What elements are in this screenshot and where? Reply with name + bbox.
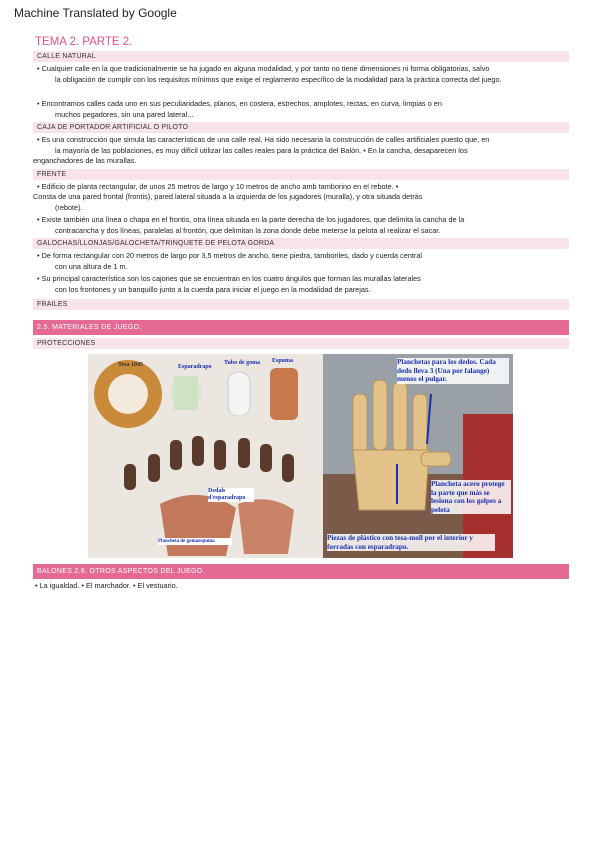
label-plancheta: Plancheta de gomaespuma bbox=[158, 538, 232, 545]
paragraph: • Cualquier calle en la que tradicionalmente se ha jugado en alguna modalidad, y por tanto no tiene dimensiones ni forma obligatorias, salvo bbox=[37, 64, 490, 73]
section-protecciones: PROTECCIONES bbox=[33, 338, 569, 349]
paragraph: muchos pegadores, sin una pared lateral... bbox=[55, 109, 194, 119]
section-caja-portador: CAJA DE PORTADOR ARTIFICIAL O PILOTO bbox=[33, 122, 569, 133]
paragraph: contracancha y dos líneas, paralelas al frontón, que delimitan la zona donde debe meterse la pelota al realizar el sacar. bbox=[55, 225, 441, 235]
page-title: TEMA 2. PARTE 2. bbox=[35, 36, 133, 48]
paragraph: • Encontramos calles cada uno en sus peculiaridades, planos, en costera, estrechos, amplotes, rectas, en curva, limpias o en bbox=[37, 99, 442, 108]
section-balones: BALONES 2.6. OTROS ASPECTOS DEL JUEGO. bbox=[33, 564, 569, 579]
paragraph: con una altura de 1 m. bbox=[55, 261, 128, 271]
hand-protection-photo bbox=[323, 354, 513, 558]
protections-photos bbox=[33, 354, 569, 560]
machine-translated-banner: Machine Translated by Google bbox=[14, 6, 177, 20]
label-espuma: Espuma bbox=[272, 358, 294, 364]
paragraph: Consta de una pared frontal (frontis), pared lateral situada a la izquierda de los jugadores (muralla), y otra situada detrás bbox=[33, 192, 423, 201]
paragraph: • Su principal característica son los cajones que se encuentran en los cuatro ángulos que forman las murallas laterales bbox=[37, 274, 421, 283]
label-planchetas-dedos: Planchetas para los dedos. Cada dedo lleva 3 (Una por falange) menos el pulgar. bbox=[397, 358, 509, 384]
materials-illustration bbox=[88, 354, 323, 558]
paragraph: • La igualdad. • El marchador. • El vestuario. bbox=[35, 581, 178, 590]
section-calle-natural: CALLE NATURAL bbox=[33, 51, 569, 62]
label-tubo: Tubo de goma bbox=[224, 360, 261, 366]
paragraph: • Existe también una línea o chapa en el frontis, otra línea situada en la parte derecha de los jugadores, que delimita la cancha de la bbox=[37, 215, 465, 224]
section-frailes: FRAILES bbox=[33, 299, 569, 310]
paragraph: enganchadores de las murallas. bbox=[33, 156, 137, 165]
paragraph: (rebote). bbox=[55, 202, 83, 212]
label-plancheta-acero: Plancheta acero protege la parte que más se lesiona con los golpes a pelota bbox=[431, 480, 511, 514]
paragraph: • De forma rectangular con 20 metros de largo por 3,5 metros de ancho, tiene piedra, tamboriles, dado y cuerda central bbox=[37, 251, 423, 260]
paragraph: la mayoría de las poblaciones, es muy difícil utilizar las calles reales para la práctica del Balón. • En la cancha, desaparecen los bbox=[55, 145, 468, 155]
paragraph: • Edificio de planta rectangular, de unos 25 metros de largo y 10 metros de ancho amb tamborino en el rebote. • bbox=[37, 181, 399, 191]
label-tesa: Tesa 1045 bbox=[118, 362, 143, 368]
label-piezas-plastico: Piezas de plástico con tesa-moll por el interior y forradas con esparadrapo. bbox=[327, 534, 495, 551]
paragraph: con los frontones y un banquillo junto a la cuerda para iniciar el juego en la modalidad de parejas. bbox=[55, 284, 371, 294]
label-esparadrapo: Esparadrapo bbox=[178, 364, 212, 370]
paragraph: • Es una construcción que simula las características de una calle real. Ha sido necesaria la construcción de calles artificiales puesto que, en bbox=[37, 135, 490, 144]
section-galochas: GALOCHAS/LLONJAS/GALOCHETA/TRINQUETE DE PELOTA GORDA bbox=[33, 238, 569, 249]
label-dedal: Dedals d'esparadrapo bbox=[208, 488, 254, 502]
section-materiales: 2.5. MATERIALES DE JUEGO. bbox=[33, 320, 569, 335]
section-frente: FRENTE bbox=[33, 169, 569, 180]
document-page bbox=[33, 36, 569, 594]
hand-illustration bbox=[323, 354, 513, 558]
paragraph: la obligación de cumplir con los requisitos mínimos que exige el reglamento específico de la modalidad para la práctica correcta del juego. bbox=[55, 74, 502, 84]
protections-materials-photo bbox=[88, 354, 323, 558]
